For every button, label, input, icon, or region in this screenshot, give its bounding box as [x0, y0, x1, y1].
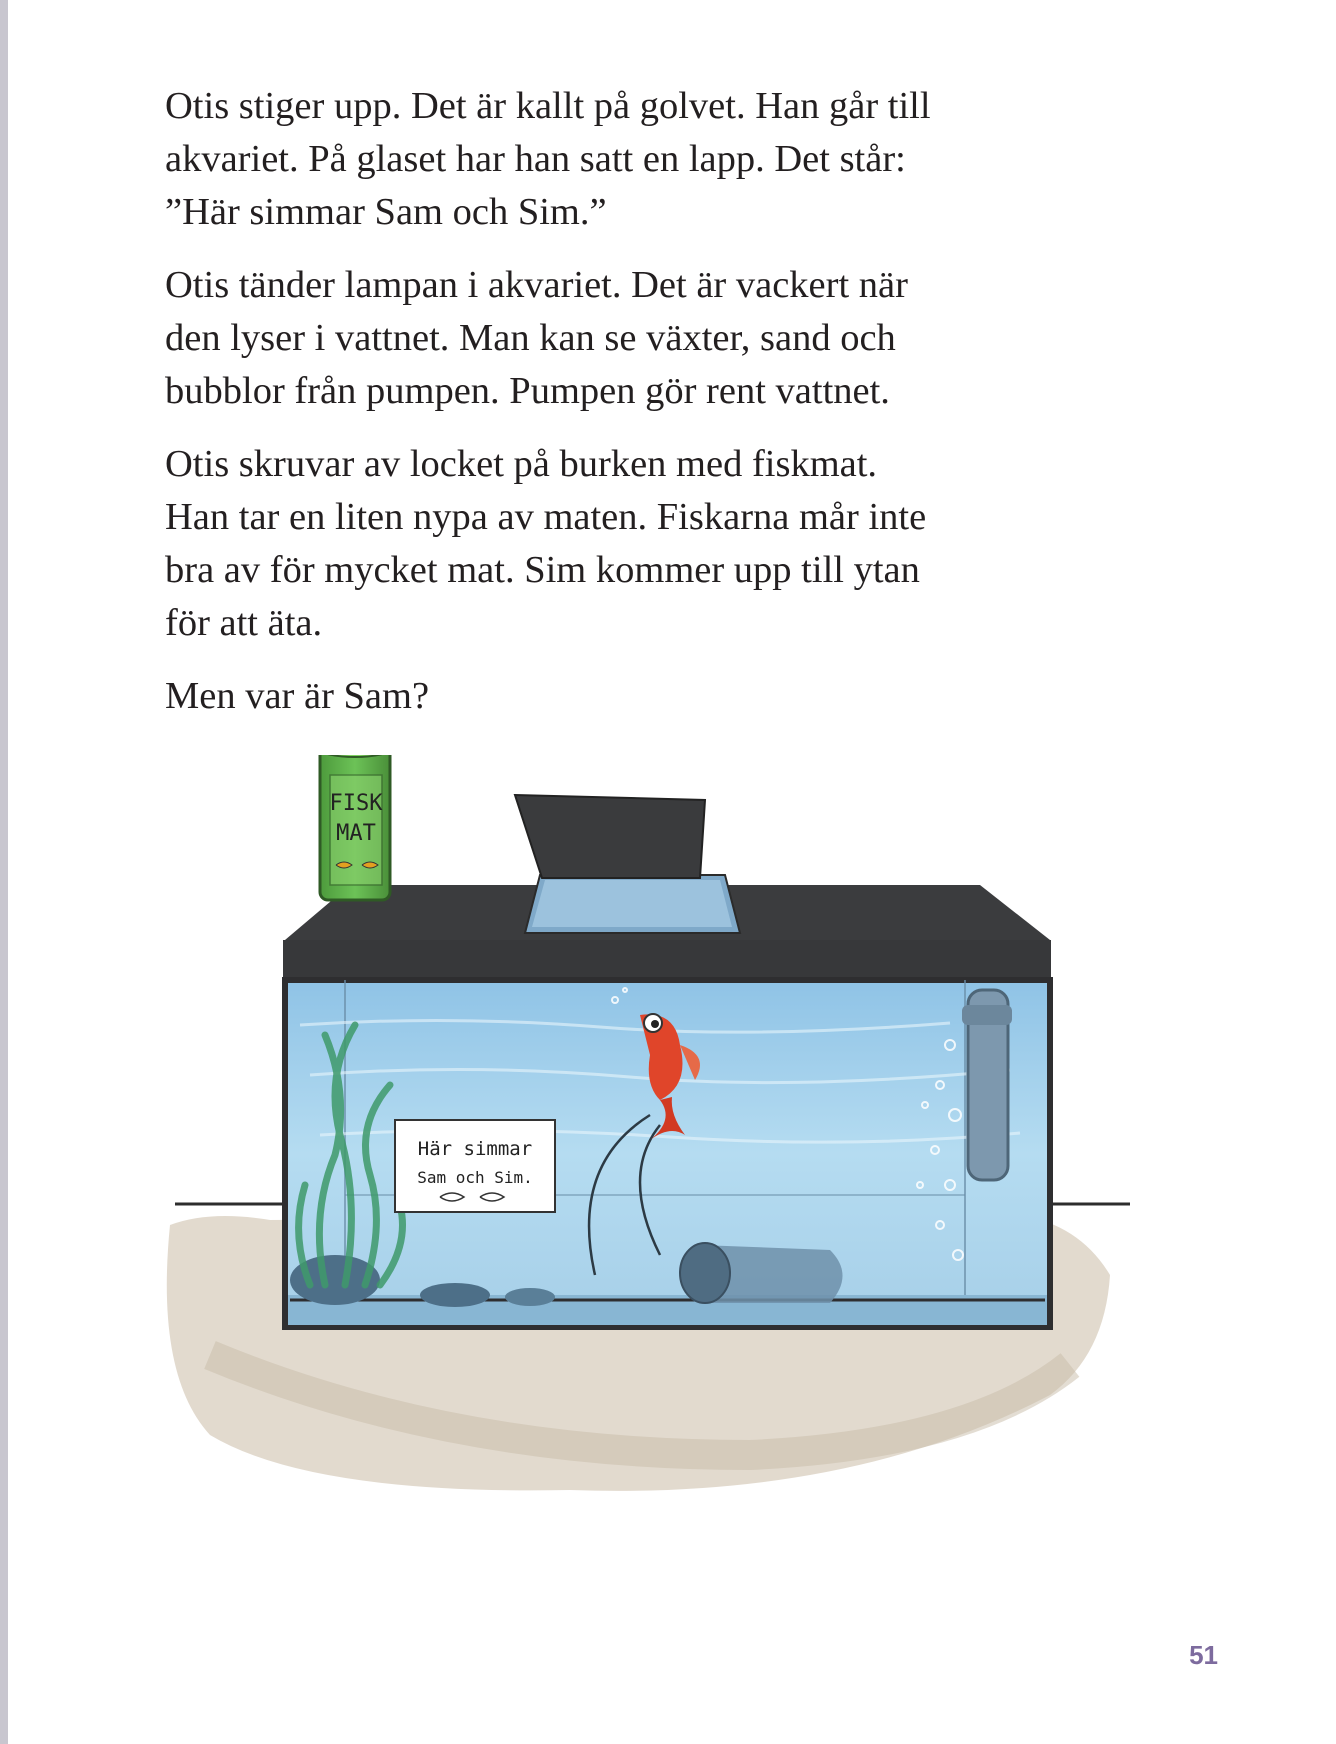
text-line: akvariet. På glaset har han satt en lapp. Det står:	[165, 138, 906, 180]
text-line: Men var är Sam?	[165, 675, 430, 717]
rock	[420, 1283, 490, 1307]
rock	[505, 1288, 555, 1306]
page-number: 51	[1189, 1640, 1218, 1670]
text-line: för att äta.	[165, 602, 323, 644]
text-line: den lyser i vattnet. Man kan se växter, sand och	[165, 317, 896, 359]
fish-food-can	[320, 755, 390, 900]
text-line: ”Här simmar Sam och Sim.”	[165, 191, 607, 233]
paragraph-3	[165, 438, 1065, 650]
paragraph-4	[165, 670, 1065, 723]
paragraph-1	[165, 80, 1065, 239]
paragraph-2	[165, 259, 1065, 418]
sign-line-1: Här simmar	[417, 1138, 533, 1160]
page-edge-rule	[0, 0, 8, 1744]
hatch-shine	[532, 880, 732, 927]
aquarium-drawing	[150, 755, 1140, 1495]
text-line: Otis tänder lampan i akvariet. Det är vackert när	[165, 264, 908, 306]
aquarium-illustration	[150, 755, 1140, 1495]
text-line: Otis skruvar av locket på burken med fiskmat.	[165, 443, 878, 485]
text-line: Han tar en liten nypa av maten. Fiskarna mår inte	[165, 496, 927, 538]
cave-tube-opening	[680, 1243, 730, 1303]
filter-pump-cap	[962, 1005, 1012, 1025]
can-label-line-2: MAT	[336, 821, 376, 846]
can-label-line-1: FISK	[329, 791, 383, 816]
story-text	[165, 80, 1065, 743]
sign-card	[395, 1120, 555, 1212]
text-line: bubblor från pumpen. Pumpen gör rent vattnet.	[165, 370, 890, 412]
text-line: Otis stiger upp. Det är kallt på golvet. Han går till	[165, 85, 931, 127]
sign-line-2: Sam och Sim.	[417, 1168, 533, 1187]
hatch-flap	[515, 795, 705, 878]
aquarium-lid-front	[283, 940, 1051, 980]
text-line: bra av för mycket mat. Sim kommer upp till ytan	[165, 549, 920, 591]
